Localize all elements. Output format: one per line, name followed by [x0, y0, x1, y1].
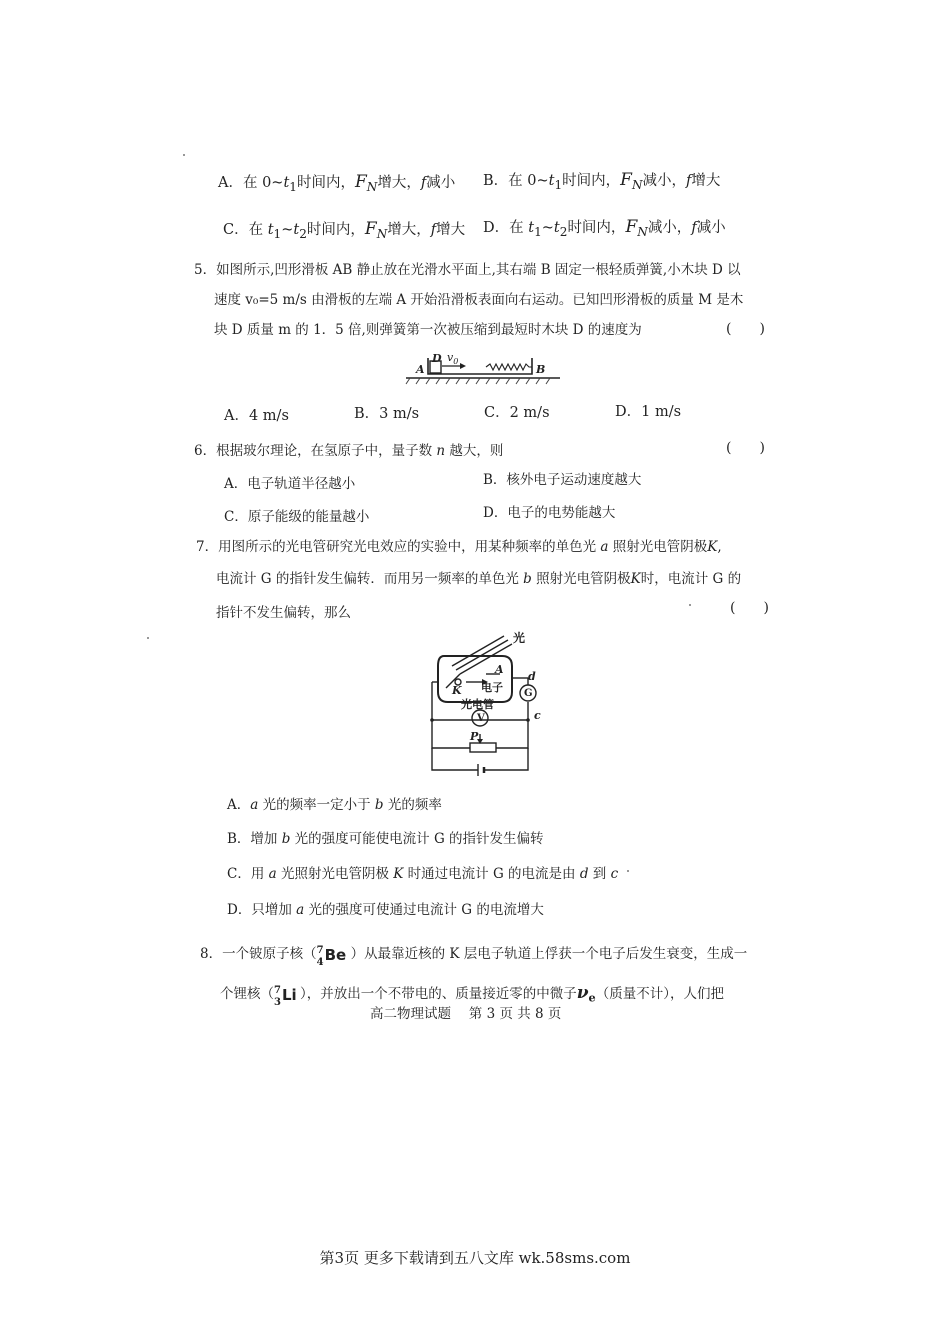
q5-figure-label-a: A — [416, 363, 425, 376]
q5-figure-label-v0: $v_0$ — [447, 351, 459, 367]
q4-option-c: C．在 $t_1\sim t_2$时间内，$F_N$增大，f增大 — [223, 219, 466, 241]
q7-option-b: B．增加 b 光的强度可能使电流计 G 的指针发生偏转 — [227, 831, 544, 847]
q4-option-a: A．在 $0\sim t_1$时间内，$F_N$增大，f减小 — [218, 172, 456, 194]
scan-speck — [627, 870, 629, 872]
q7-option-c: C．用 a 光照射光电管阴极 K 时通过电流计 G 的电流是由 d 到 c — [227, 866, 619, 882]
q6-option-b: B．核外电子运动速度越大 — [483, 472, 642, 488]
q5-stem-line2: 速度 v₀=5 m/s 由滑板的左端 A 开始沿滑板表面向右运动。已知凹形滑板的质量 M 是木 — [214, 292, 744, 308]
q5-option-b: B．3 m/s — [354, 406, 420, 422]
q5-figure-label-b: B — [536, 363, 546, 376]
q7-figure-light-label: 光 — [513, 631, 526, 645]
q7-option-a: A．a 光的频率一定小于 b 光的频率 — [227, 797, 442, 813]
q7-figure-k-label: K — [452, 684, 462, 697]
q4-option-b: B．在 $0\sim t_1$时间内，$F_N$减小，f增大 — [483, 170, 721, 192]
q7-option-d: D．只增加 a 光的强度可使通过电流计 G 的电流增大 — [227, 902, 544, 918]
q7-stem-line1: 7．用图所示的光电管研究光电效应的实验中，用某种频率的单色光 a 照射光电管阴极K, — [196, 539, 722, 555]
q7-figure-c-label: c — [534, 709, 541, 722]
q5-option-c: C．2 m/s — [484, 405, 550, 421]
scan-speck — [689, 604, 691, 606]
q5-stem-line3: 块 D 质量 m 的 1．5 倍,则弹簧第一次被压缩到最短时木块 D 的速度为 — [214, 322, 642, 338]
q7-figure-v-label: V — [477, 713, 485, 724]
lithium-nucleus: 7 3 Li — [274, 984, 297, 1008]
q7-stem-line2: 电流计 G 的指针发生偏转．而用另一频率的单色光 b 照射光电管阴极K时，电流计 G 的 — [216, 571, 742, 587]
page-number-label: 高二物理试题 第 3 页 共 8 页 — [370, 1006, 562, 1022]
q7-figure-d-label: d — [528, 670, 536, 683]
q7-figure-electron-label: 电子 — [481, 681, 503, 694]
q5-figure-label-d: D — [432, 352, 442, 365]
footer: 第3页 更多下载请到五八文库 wk.58sms.com — [319, 1249, 631, 1267]
q6-option-d: D．电子的电势能越大 — [483, 505, 616, 521]
q5-option-d: D．1 m/s — [615, 404, 682, 420]
q5-answer-paren: ( ) — [726, 321, 765, 337]
q7-figure-p-label: P — [470, 730, 479, 743]
q6-stem: 6．根据玻尔理论，在氢原子中，量子数 n 越大，则 — [194, 443, 504, 459]
q8-stem-line2: 个锂核（ 7 3 Li ），并放出一个不带电的、质量接近零的中微子$\nu_e$（质量不计），人们把 — [220, 983, 724, 1008]
q7-answer-paren: ( ) — [730, 600, 769, 616]
q6-option-a: A．电子轨道半径越小 — [224, 476, 356, 492]
scan-speck — [183, 154, 185, 156]
q8-stem-line1: 8．一个铍原子核（ 7 4 Be ）从最靠近核的 K 层电子轨道上俘获一个电子后发生衰变，生成一 — [200, 944, 748, 968]
q7-figure-a-label: A — [495, 663, 504, 676]
q7-figure-tube-label: 光电管 — [461, 698, 494, 711]
q6-answer-paren: ( ) — [726, 440, 765, 456]
q5-stem-line1: 5．如图所示,凹形滑板 AB 静止放在光滑水平面上,其右端 B 固定一根轻质弹簧,小木块 D 以 — [194, 262, 741, 278]
q6-option-c: C．原子能级的能量越小 — [224, 509, 370, 525]
q5-option-a: A．4 m/s — [224, 408, 289, 424]
q7-stem-line3: 指针不发生偏转，那么 — [216, 605, 351, 621]
scan-speck — [147, 637, 149, 639]
q4-option-d: D．在 $t_1\sim t_2$时间内，$F_N$减小，f减小 — [483, 217, 726, 239]
q7-figure-g-label: G — [524, 688, 533, 699]
beryllium-nucleus: 7 4 Be — [316, 944, 347, 968]
